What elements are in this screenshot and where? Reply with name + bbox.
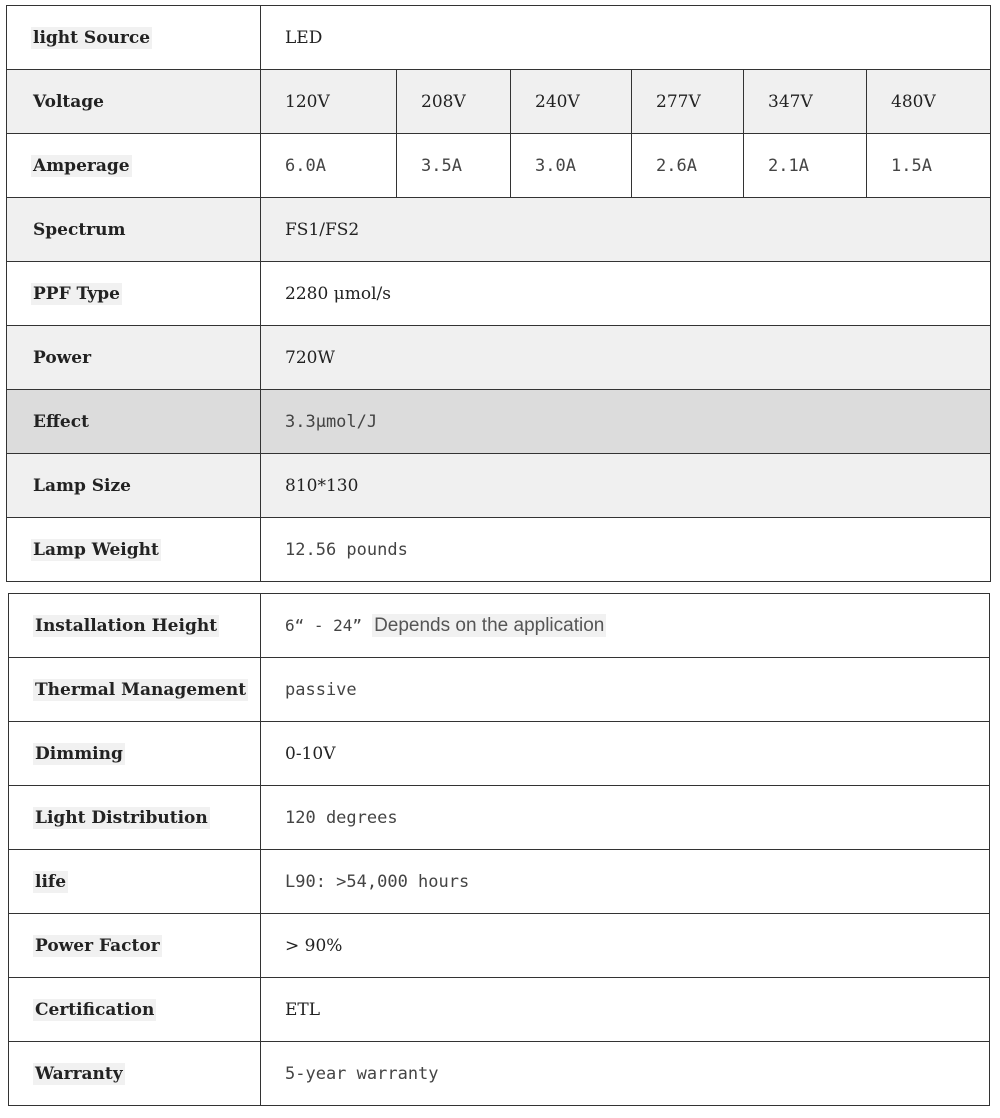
amperage-cell: 6.0A [261, 134, 397, 198]
value-thermal-management: passive [261, 658, 990, 722]
label-lamp-weight: Lamp Weight [7, 518, 261, 582]
row-lamp-size [7, 454, 991, 518]
label-lamp-size: Lamp Size [7, 454, 261, 518]
label-certification: Certification [9, 978, 261, 1042]
row-warranty [9, 1042, 990, 1106]
label-dimming: Dimming [9, 722, 261, 786]
label-installation-height: Installation Height [9, 594, 261, 658]
spec-table-bottom [8, 593, 990, 1106]
row-lamp-weight [7, 518, 991, 582]
row-power [7, 326, 991, 390]
value-warranty: 5-year warranty [261, 1042, 990, 1106]
row-amperage [7, 134, 991, 198]
row-power-factor [9, 914, 990, 978]
label-effect: Effect [7, 390, 261, 454]
label-warranty: Warranty [9, 1042, 261, 1106]
label-power: Power [7, 326, 261, 390]
label-thermal-management: Thermal Management [9, 658, 261, 722]
label-ppf-type: PPF Type [7, 262, 261, 326]
row-installation-height [9, 594, 990, 658]
installation-height-note: Depends on the application [374, 614, 605, 636]
row-light-source [7, 6, 991, 70]
value-certification: ETL [261, 978, 990, 1042]
amperage-cell: 2.1A [744, 134, 867, 198]
row-light-distribution [9, 786, 990, 850]
value-lamp-weight: 12.56 pounds [261, 518, 991, 582]
row-life [9, 850, 990, 914]
row-certification [9, 978, 990, 1042]
voltage-cell: 347V [744, 70, 867, 134]
value-effect: 3.3μmol/J [261, 390, 991, 454]
value-spectrum: FS1/FS2 [261, 198, 991, 262]
value-light-distribution: 120 degrees [261, 786, 990, 850]
value-dimming: 0-10V [261, 722, 990, 786]
value-ppf-type: 2280 μmol/s [261, 262, 991, 326]
voltage-cell: 120V [261, 70, 397, 134]
row-effect [7, 390, 991, 454]
label-life: life [9, 850, 261, 914]
row-voltage [7, 70, 991, 134]
value-life: L90: >54,000 hours [261, 850, 990, 914]
label-amperage: Amperage [7, 134, 261, 198]
installation-height-range: 6“ - 24” [285, 615, 363, 635]
voltage-cell: 277V [632, 70, 744, 134]
voltage-cell: 208V [397, 70, 511, 134]
voltage-cell: 480V [867, 70, 991, 134]
value-power: 720W [261, 326, 991, 390]
row-ppf-type [7, 262, 991, 326]
row-thermal-management [9, 658, 990, 722]
label-voltage: Voltage [7, 70, 261, 134]
label-light-distribution: Light Distribution [9, 786, 261, 850]
amperage-cell: 3.5A [397, 134, 511, 198]
value-light-source: LED [261, 6, 991, 70]
label-power-factor: Power Factor [9, 914, 261, 978]
label-light-source: light Source [7, 6, 261, 70]
amperage-cell: 2.6A [632, 134, 744, 198]
label-spectrum: Spectrum [7, 198, 261, 262]
value-installation-height [261, 594, 990, 658]
value-lamp-size: 810*130 [261, 454, 991, 518]
amperage-cell: 1.5A [867, 134, 991, 198]
row-dimming [9, 722, 990, 786]
row-spectrum [7, 198, 991, 262]
spec-table-top [6, 5, 991, 582]
voltage-cell: 240V [511, 70, 632, 134]
value-power-factor: > 90% [261, 914, 990, 978]
amperage-cell: 3.0A [511, 134, 632, 198]
